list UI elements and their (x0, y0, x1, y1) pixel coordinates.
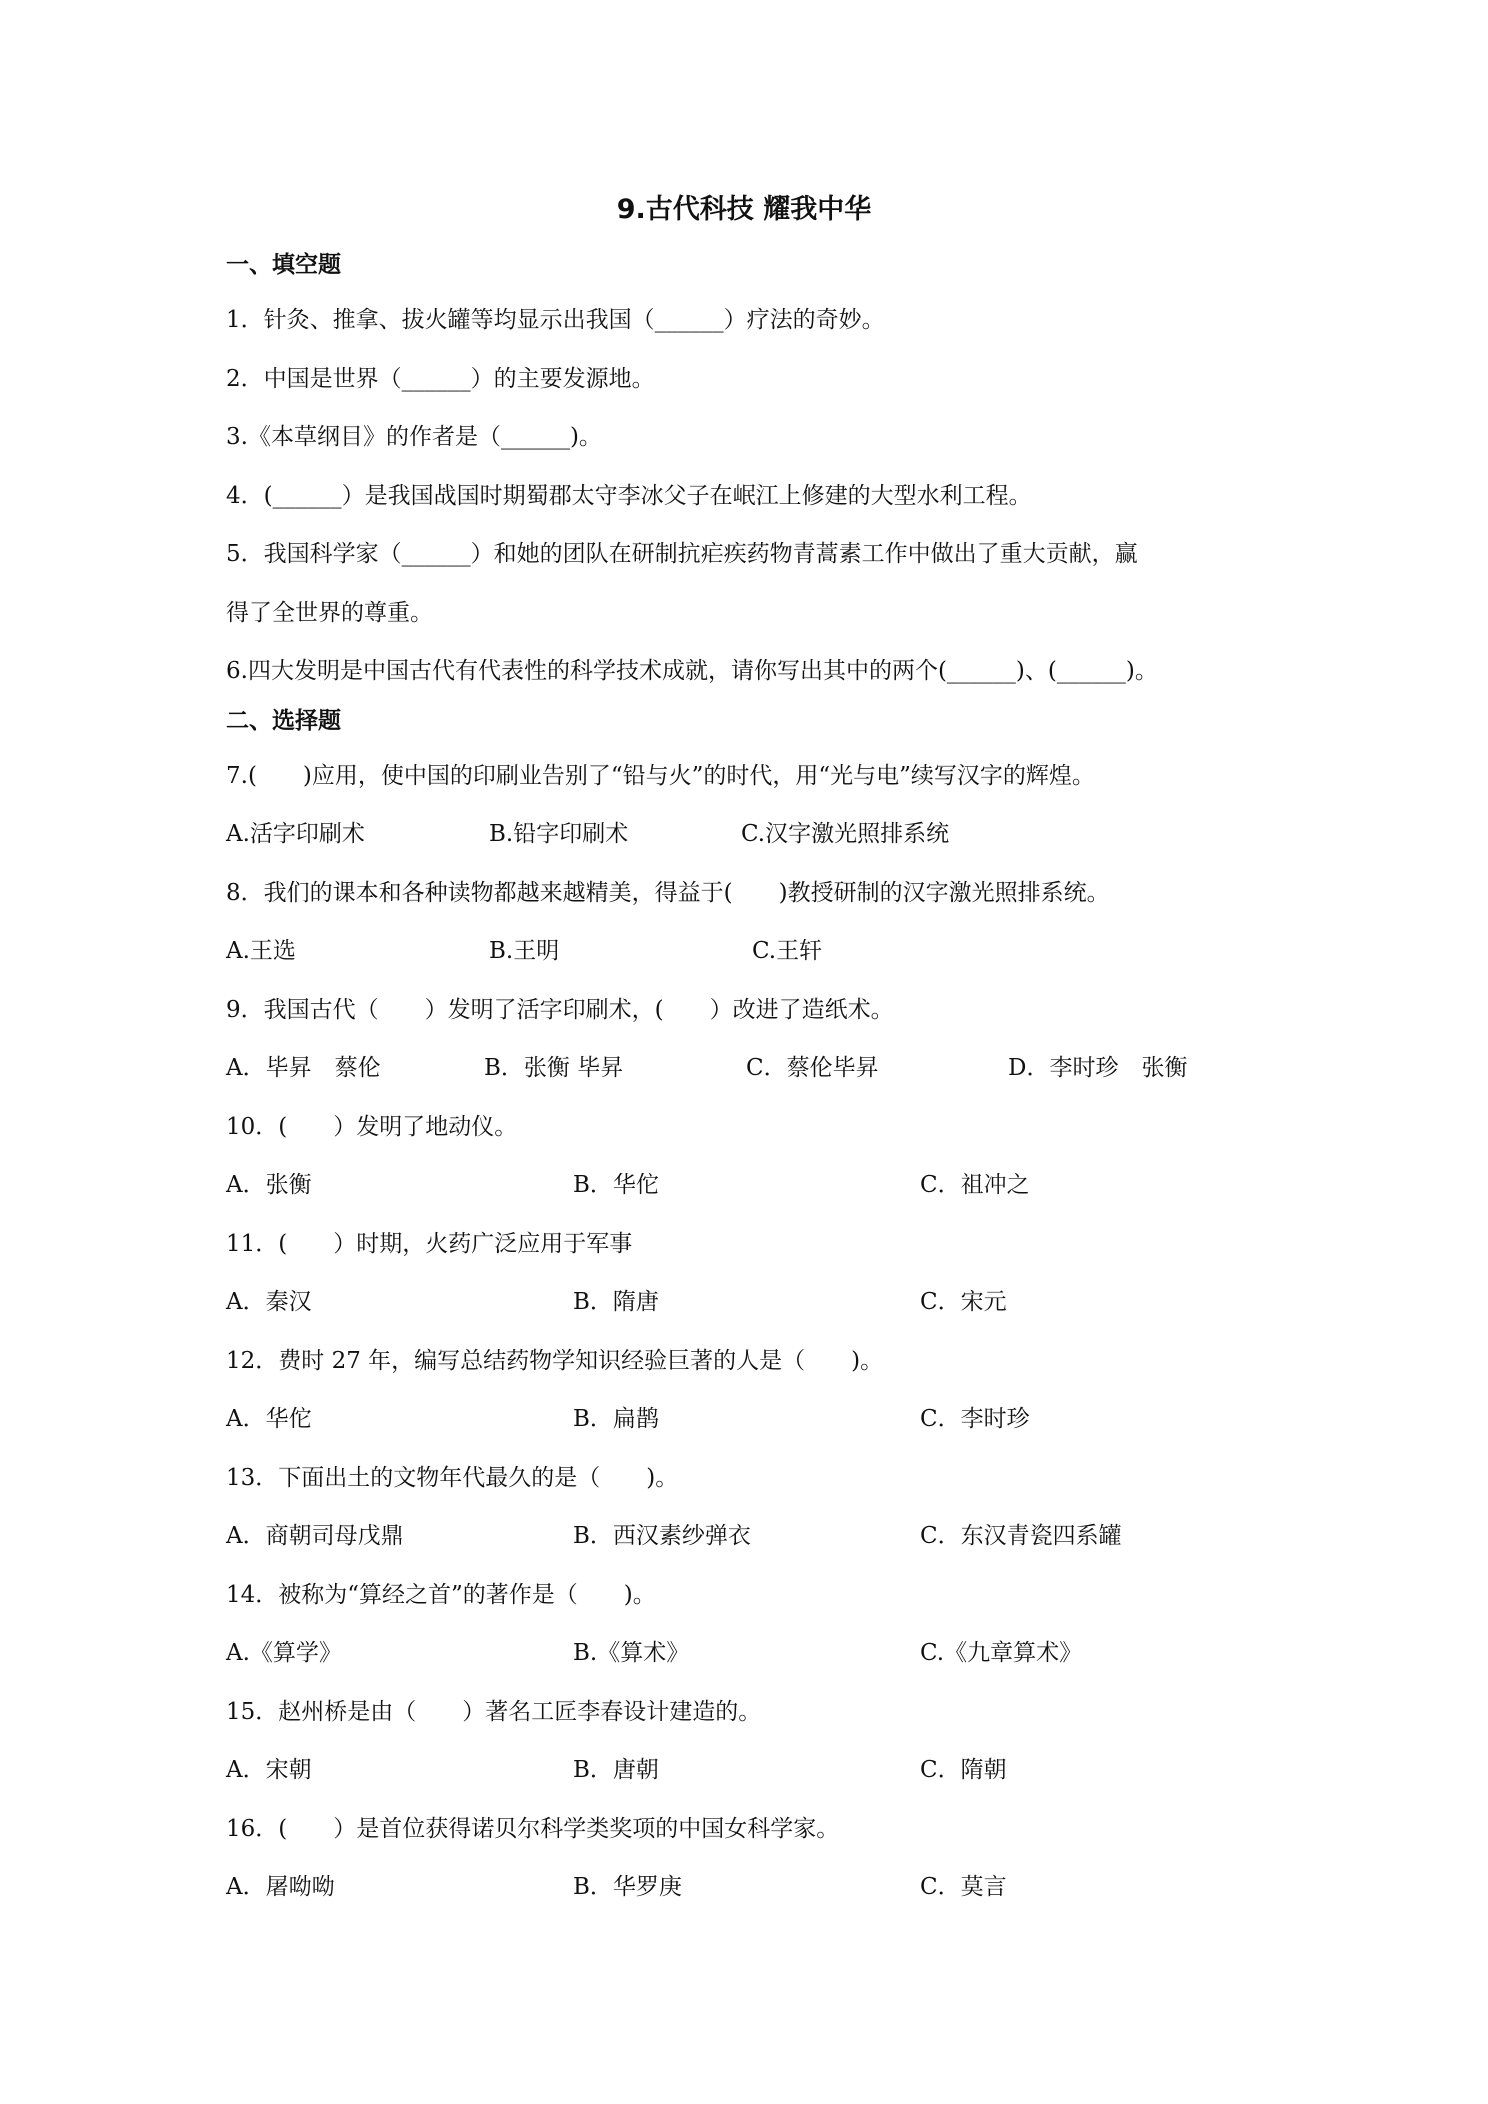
question-5-line-2: 得了全世界的尊重。 (226, 599, 433, 626)
option-b: B．华佗 (573, 1172, 659, 1198)
question-7: 7.( )应用，使中国的印刷业告别了“铅与火”的时代，用“光与电”续写汉字的辉煌。 (226, 762, 1095, 789)
option-a: A．华佗 (226, 1406, 312, 1432)
option-b: B.《算术》 (573, 1640, 690, 1666)
options-12 (226, 1390, 1286, 1449)
option-d: D．李时珍 张衡 (1008, 1055, 1188, 1081)
option-b: B．西汉素纱弹衣 (573, 1523, 751, 1549)
section-heading-choice: 二、选择题 (226, 707, 341, 734)
option-a: A．张衡 (226, 1172, 312, 1198)
question-10: 10．( ）发明了地动仪。 (226, 1113, 518, 1140)
option-a: A.《算学》 (226, 1640, 342, 1666)
option-c: C．蔡伦毕昇 (746, 1055, 879, 1081)
option-a: A．商朝司母戊鼎 (226, 1523, 404, 1549)
option-c: C.王轩 (752, 938, 823, 964)
options-14 (226, 1624, 1286, 1683)
option-b: B．隋唐 (573, 1289, 659, 1315)
question-8: 8．我们的课本和各种读物都越来越精美，得益于( )教授研制的汉字激光照排系统。 (226, 879, 1110, 906)
option-c: C．隋朝 (920, 1757, 1007, 1783)
option-c: C．祖冲之 (920, 1172, 1030, 1198)
worksheet-content (226, 245, 1286, 1917)
option-b: B．扁鹊 (573, 1406, 659, 1432)
option-a: A.活字印刷术 (226, 821, 365, 847)
option-a: A．宋朝 (226, 1757, 312, 1783)
question-15: 15．赵州桥是由（ ）著名工匠李春设计建造的。 (226, 1698, 762, 1725)
options-16 (226, 1858, 1286, 1917)
options-11 (226, 1273, 1286, 1332)
option-b: B．唐朝 (573, 1757, 659, 1783)
question-13: 13．下面出土的文物年代最久的是（ )。 (226, 1464, 679, 1491)
option-c: C.汉字激光照排系统 (741, 821, 950, 847)
option-c: C．宋元 (920, 1289, 1007, 1315)
options-8 (226, 922, 1286, 981)
question-1: 1．针灸、推拿、拔火罐等均显示出我国（______）疗法的奇妙。 (226, 307, 885, 333)
option-c: C．莫言 (920, 1874, 1007, 1900)
option-b: B．张衡 毕昇 (484, 1055, 624, 1081)
option-a: A．屠呦呦 (226, 1874, 335, 1900)
options-7 (226, 805, 1286, 864)
question-5-line-1: 5．我国科学家（______）和她的团队在研制抗疟疾药物青蒿素工作中做出了重大贡献，赢 (226, 541, 1138, 567)
option-c: C．李时珍 (920, 1406, 1030, 1432)
option-b: B.王明 (489, 938, 560, 964)
question-6: 6.四大发明是中国古代有代表性的科学技术成就，请你写出其中的两个(______)、(______)。 (226, 658, 1158, 684)
option-a: A．秦汉 (226, 1289, 312, 1315)
option-c: C.《九章算术》 (920, 1640, 1083, 1666)
question-2: 2．中国是世界（______）的主要发源地。 (226, 365, 655, 392)
options-10 (226, 1156, 1286, 1215)
question-14: 14．被称为“算经之首”的著作是（ )。 (226, 1581, 656, 1608)
section-heading-fill: 一、填空题 (226, 252, 341, 278)
question-11: 11．( ）时期，火药广泛应用于军事 (226, 1230, 633, 1257)
option-c: C．东汉青瓷四系罐 (920, 1523, 1122, 1549)
question-4: 4．(______）是我国战国时期蜀郡太守李冰父子在岷江上修建的大型水利工程。 (226, 482, 1032, 509)
question-12: 12．费时 27 年，编写总结药物学知识经验巨著的人是（ )。 (226, 1347, 884, 1374)
options-15 (226, 1741, 1286, 1800)
options-13 (226, 1507, 1286, 1566)
option-b: B.铅字印刷术 (489, 821, 629, 847)
option-a: A．毕昇 蔡伦 (226, 1055, 381, 1081)
option-b: B．华罗庚 (573, 1874, 682, 1900)
question-3: 3.《本草纲目》的作者是（______)。 (226, 424, 602, 450)
options-9 (226, 1039, 1286, 1098)
page-title: 9.古代科技 耀我中华 (616, 194, 872, 225)
question-9: 9．我国古代（ ）发明了活字印刷术，( ）改进了造纸术。 (226, 996, 894, 1023)
option-a: A.王选 (226, 938, 296, 964)
question-16: 16．( ）是首位获得诺贝尔科学类奖项的中国女科学家。 (226, 1815, 840, 1842)
